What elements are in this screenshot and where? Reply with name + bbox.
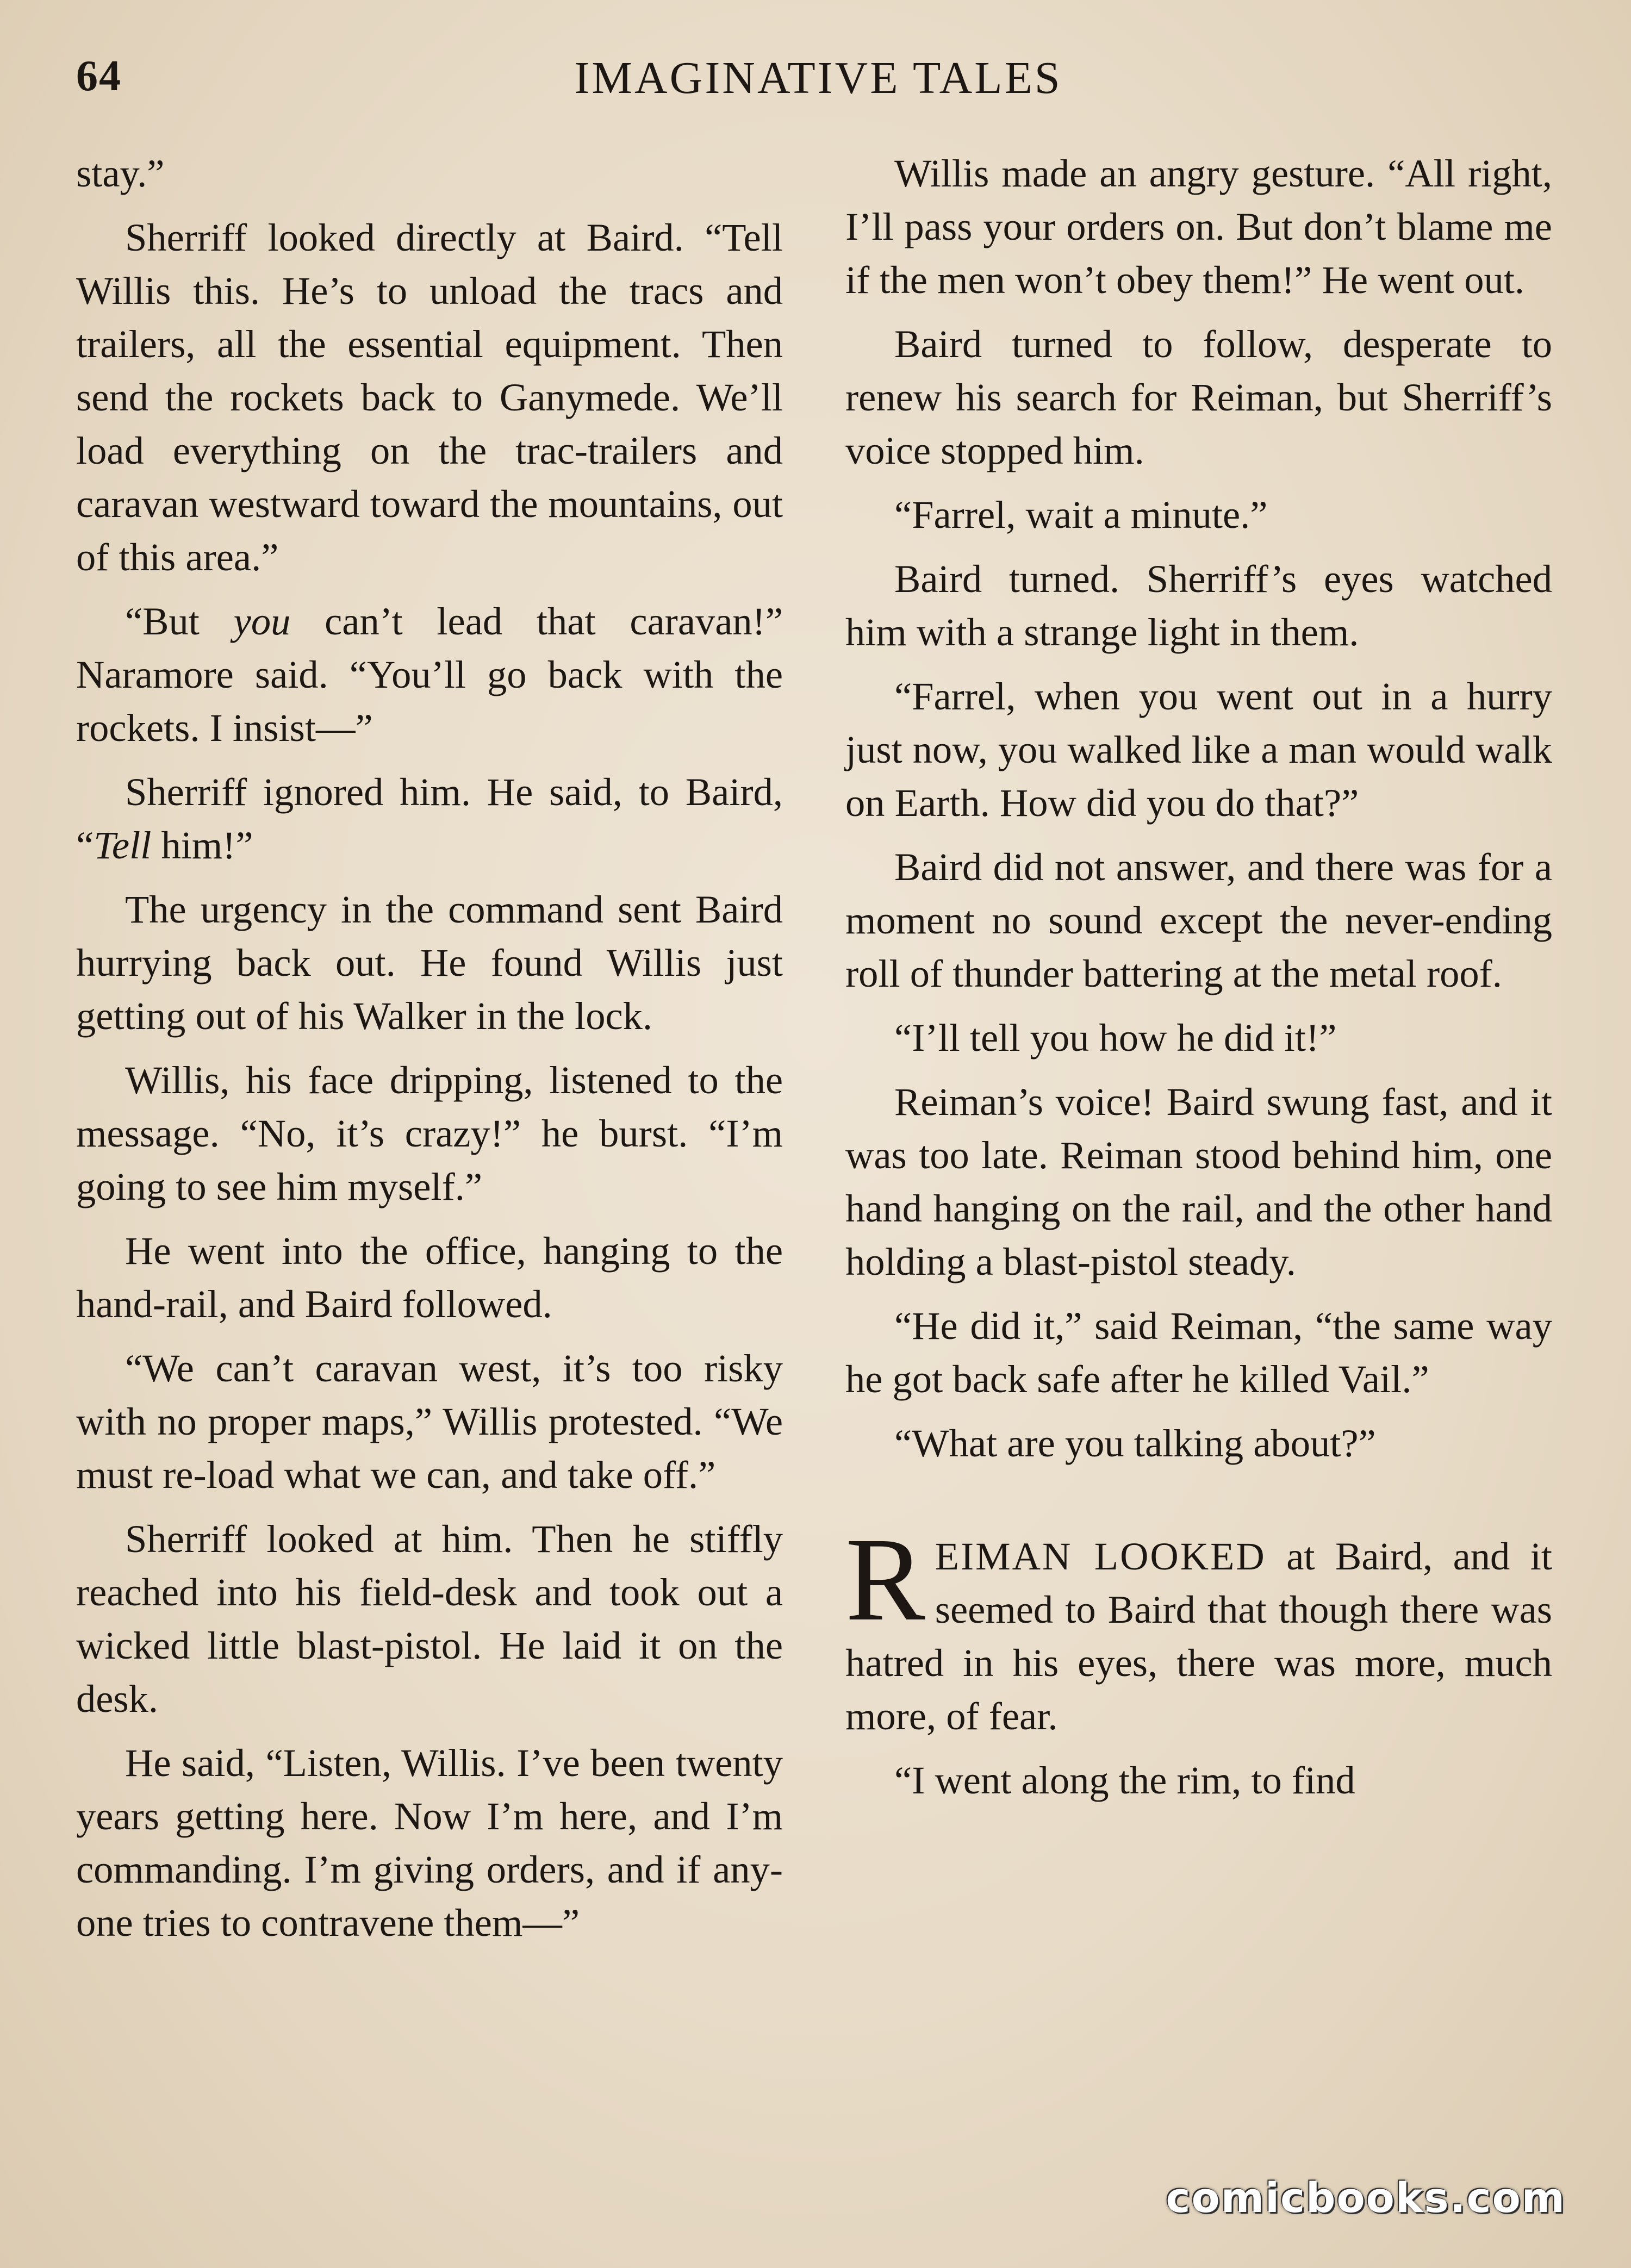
section-opening-paragraph <box>845 1513 1553 1743</box>
paragraph: The urgency in the command sent Baird hurrying back out. He found Willis just getting out of his Walker in the lock. <box>76 887 783 1038</box>
watermark-text: comicbooks.com <box>1166 2173 1566 2222</box>
text-run: can’t lead that caravan!” Naramore said. “You’ll go back with the rockets. I insist—” <box>76 599 783 750</box>
paragraph: He said, “Listen, Willis. I’ve been twenty years getting here. Now I’m here, and I’m commanding. I’m giving orders, and if anyone tries to contravene them—” <box>76 1741 783 1945</box>
running-title: IMAGINATIVE TALES <box>574 53 1062 103</box>
paragraph: “Farrel, when you went out in a hurry just now, you walked like a man would walk on Earth. How did you do that?” <box>845 674 1552 825</box>
paragraph: Reiman’s voice! Baird swung fast, and it was too late. Reiman stood behind him, one hand hanging on the rail, and the other hand holding a blast-pistol steady. <box>845 1080 1552 1283</box>
paragraph: stay.” <box>76 151 165 195</box>
paragraph: Baird turned. Sherriff’s eyes watched him with a strange light in them. <box>845 557 1552 654</box>
page-header <box>76 52 1560 111</box>
paragraph: Sherriff looked at him. Then he stiffly reached into his field-desk and took out a wicked little blast-pistol. He laid it on the desk. <box>76 1517 783 1721</box>
text-run: Sherriff ignored him. He said, to Baird, “ <box>76 770 783 867</box>
paragraph: “He did it,” said Reiman, “the same way he got back safe after he killed Vail.” <box>845 1304 1552 1401</box>
paragraph: Willis, his face dripping, listened to the message. “No, it’s crazy!” he burst. “I’m going to see him myself.” <box>76 1058 783 1208</box>
text-run: “But <box>125 599 234 643</box>
left-column <box>76 147 783 1960</box>
paragraph <box>76 765 783 872</box>
paragraph: Baird did not answer, and there was for a moment no sound except the never-ending roll of thunder battering at the metal roof. <box>845 845 1552 995</box>
emphasis-text: Tell <box>94 823 152 867</box>
paragraph: “Farrel, wait a minute.” <box>894 493 1268 537</box>
paragraph: “We can’t caravan west, it’s too risky with no proper maps,” Willis protested. “We must re-load what we can, and take off.” <box>76 1346 783 1497</box>
emphasis-text: you <box>233 599 291 643</box>
text-run: at Baird, and it seemed to Baird that though there was hatred in his eyes, there was more, much more, of fear. <box>845 1534 1553 1738</box>
right-column <box>845 147 1552 1818</box>
paragraph: “I went along the rim, to find <box>894 1758 1355 1802</box>
paragraph: “I’ll tell you how he did it!” <box>894 1015 1337 1060</box>
page-number: 64 <box>76 52 122 100</box>
small-caps-lead: EIMAN LOOKED <box>935 1534 1266 1578</box>
paragraph: Baird turned to follow, desperate to renew his search for Reiman, but Sherriff’s voice stopped him. <box>845 322 1552 472</box>
paragraph: He went into the office, hanging to the hand-rail, and Baird followed. <box>76 1229 783 1326</box>
paragraph: Willis made an angry gesture. “All right, I’ll pass your orders on. But don’t blame me if the men won’t obey them!” He went out. <box>845 151 1552 302</box>
paragraph: “What are you talking about?” <box>894 1421 1376 1465</box>
paragraph: Sherriff looked directly at Baird. “Tell Willis this. He’s to unload the tracs and trailers, all the essential equipment. Then send the rockets back to Ganymede. We’ll load everything on the trac-trailers and caravan westward toward the mountains, out of this area.” <box>76 215 783 579</box>
text-run: him!” <box>151 823 253 867</box>
paragraph <box>76 595 783 755</box>
drop-cap: R <box>845 1513 925 1646</box>
